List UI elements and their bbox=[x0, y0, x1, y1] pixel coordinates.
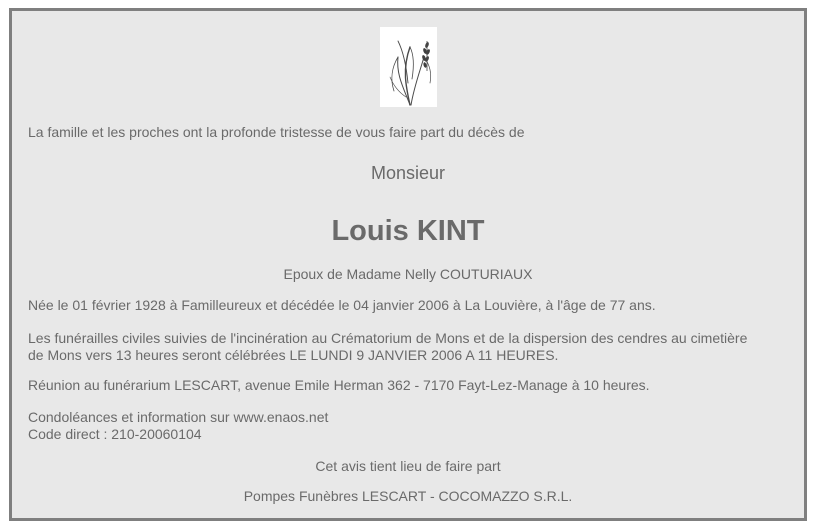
funeral-line-2: de Mons vers 13 heures seront célébrées LE LUNDI 9 JANVIER 2006 A 11 HEURES. bbox=[28, 347, 559, 363]
meeting-text: Réunion au funérarium LESCART, avenue Emile Herman 362 - 7170 Fayt-Lez-Manage à 10 heures. bbox=[28, 377, 650, 393]
deceased-name: Louis KINT bbox=[331, 215, 485, 247]
funeral-home: Pompes Funèbres LESCART - COCOMAZZO S.R.L. bbox=[243, 488, 573, 504]
funeral-details bbox=[28, 330, 798, 364]
direct-code-text: Code direct : 210-20060104 bbox=[28, 426, 202, 442]
spouse-text: Epoux de Madame Nelly COUTURIAUX bbox=[283, 266, 533, 282]
intro-text: La famille et les proches ont la profonde tristesse de vous faire part du décès de bbox=[28, 124, 525, 140]
contact-block bbox=[28, 409, 798, 443]
funeral-line-1: Les funérailles civiles suivies de l'incinération au Crématorium de Mons et de la dispersion des cendres au cimetière bbox=[28, 330, 748, 346]
birth-death-text: Née le 01 février 1928 à Familleureux et décédée le 04 janvier 2006 à La Louvière, à l'âge de 77 ans. bbox=[28, 297, 656, 313]
wheat-stalk-icon bbox=[380, 27, 437, 107]
salutation: Monsieur bbox=[370, 163, 446, 183]
condolences-text: Condoléances et information sur www.enaos.net bbox=[28, 409, 329, 425]
obituary-card bbox=[9, 8, 807, 521]
notice-note: Cet avis tient lieu de faire part bbox=[315, 458, 501, 474]
